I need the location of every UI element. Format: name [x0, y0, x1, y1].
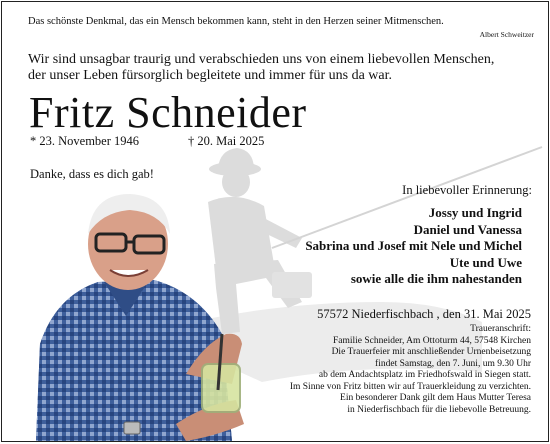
detail-line: Im Sinne von Fritz bitten wir auf Trauerkleidung zu verzichten.: [289, 381, 531, 392]
detail-line: Die Trauerfeier mit anschließender Urnenbeisetzung: [331, 347, 531, 357]
mourner-line: Sabrina und Josef mit Nele und Michel: [305, 238, 522, 253]
birth-date: * 23. November 1946: [30, 134, 140, 148]
mourner-line: sowie alle die ihm nahestanden: [350, 271, 522, 286]
thanks-line: Danke, dass es dich gab!: [30, 167, 154, 181]
mourner-line: Daniel und Vanessa: [413, 221, 522, 237]
deceased-name: Fritz Schneider: [29, 88, 307, 137]
death-date: † 20. Mai 2025: [188, 134, 265, 148]
detail-line: Familie Schneider, Am Ottoturm 44, 57548 Kirchen: [332, 335, 531, 346]
obituary-card: [1, 1, 549, 442]
detail-line: Ein besonderer Dank gilt dem Haus Mutter Teresa: [340, 393, 531, 403]
quote-author: Albert Schweitzer: [479, 30, 534, 39]
memorial-quote: Das schönste Denkmal, das ein Mensch bekommen kann, steht in den Herzen seiner Mitmenschen.: [28, 16, 444, 27]
place-and-date: 57572 Niederfischbach , den 31. Mai 2025: [317, 307, 531, 321]
intro-line: der unser Leben fürsorglich begleitete und immer für uns da war.: [28, 68, 393, 83]
detail-line: in Niederfischbach für die liebevolle Betreuung.: [347, 404, 531, 415]
mourners-list: [305, 205, 522, 288]
mourner-line: Jossy und Ingrid: [428, 205, 522, 220]
detail-line: findet Samstag, den 7. Juni, um 9.30 Uhr: [375, 358, 531, 369]
intro-text: [28, 52, 498, 84]
mourner-line: Ute und Uwe: [449, 254, 522, 270]
detail-line: Traueranschrift:: [470, 324, 531, 334]
portrait-photo: [26, 184, 256, 441]
intro-line: Wir sind unsagbar traurig und verabschieden uns von einem liebevollen Menschen,: [28, 52, 495, 67]
remembrance-heading: In liebevoller Erinnerung:: [402, 183, 532, 197]
funeral-details: [290, 324, 531, 416]
detail-line: ab dem Andachtsplatz im Friedhofswald in Siegen statt.: [318, 370, 531, 380]
